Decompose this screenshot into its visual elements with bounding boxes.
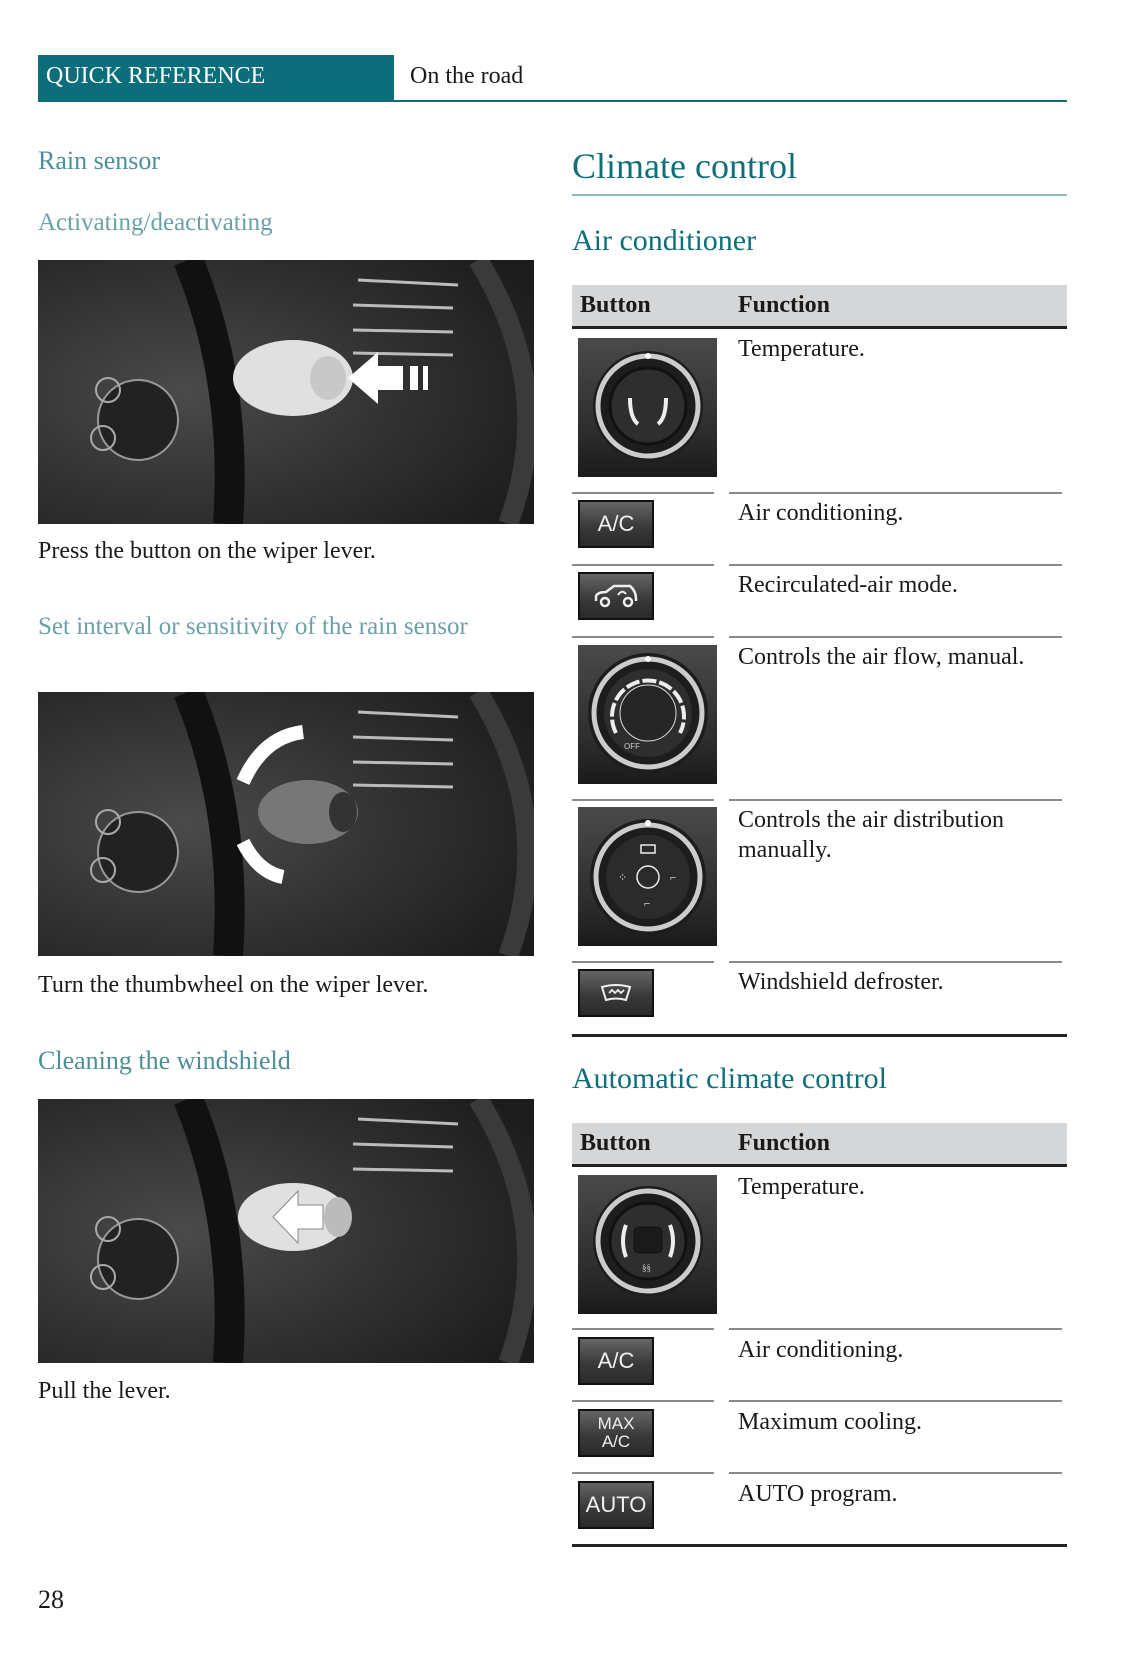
pull-lever-illustration xyxy=(38,1099,534,1363)
auto-table-header xyxy=(572,1123,1067,1167)
row-divider xyxy=(572,636,714,638)
air-conditioner-heading: Air conditioner xyxy=(572,224,757,257)
row-divider xyxy=(729,1472,1062,1474)
climate-control-heading: Climate control xyxy=(572,146,797,186)
function-text: Windshield defroster. xyxy=(738,969,944,995)
max-ac-line2: A/C xyxy=(601,1432,631,1451)
row-divider xyxy=(572,492,714,494)
caption-press-button: Press the button on the wiper lever. xyxy=(38,538,376,564)
row-divider xyxy=(729,799,1062,801)
function-text: Air conditioning. xyxy=(738,500,904,526)
row-divider xyxy=(729,636,1062,638)
row-divider xyxy=(572,961,714,963)
ac-button-icon: A/C xyxy=(578,500,654,548)
row-divider xyxy=(729,564,1062,566)
function-text: Air conditioning. xyxy=(738,1337,904,1363)
caption-turn-thumbwheel: Turn the thumbwheel on the wiper lever. xyxy=(38,972,429,998)
ac-table-header xyxy=(572,285,1067,329)
row-divider xyxy=(572,799,714,801)
row-divider xyxy=(729,1328,1062,1330)
row-divider xyxy=(729,1400,1062,1402)
auto-button-icon: AUTO xyxy=(578,1481,654,1529)
svg-text:⌐: ⌐ xyxy=(670,872,677,884)
temperature-dial-icon xyxy=(578,1175,717,1314)
rain-sensor-heading: Rain sensor xyxy=(38,146,161,175)
column-header-function: Function xyxy=(738,1130,831,1156)
svg-text:§§: §§ xyxy=(642,1263,651,1273)
function-text: AUTO program. xyxy=(738,1481,898,1507)
heading-divider xyxy=(572,194,1067,196)
row-divider xyxy=(572,564,714,566)
function-text: Temperature. xyxy=(738,1174,865,1200)
caption-pull-lever: Pull the lever. xyxy=(38,1378,171,1404)
table-bottom-rule xyxy=(572,1544,1067,1547)
temperature-dial-icon xyxy=(578,338,717,477)
activating-heading: Activating/deactivating xyxy=(38,209,273,236)
column-header-function: Function xyxy=(738,292,831,318)
row-divider xyxy=(572,1328,714,1330)
windshield-defroster-icon xyxy=(578,969,654,1017)
ac-button-icon: A/C xyxy=(578,1337,654,1385)
cleaning-windshield-heading: Cleaning the windshield xyxy=(38,1046,291,1075)
max-ac-button-icon xyxy=(578,1409,654,1457)
air-flow-dial-icon xyxy=(578,645,717,784)
table-bottom-rule xyxy=(572,1034,1067,1037)
function-text: Controls the air distribution manually. xyxy=(738,807,1004,863)
column-header-button: Button xyxy=(580,292,651,318)
dial-label-off: OFF xyxy=(624,742,640,751)
subsection-title: On the road xyxy=(410,63,524,89)
function-text: Controls the air flow, manual. xyxy=(738,644,1025,670)
function-text: Maximum cooling. xyxy=(738,1409,922,1435)
row-divider xyxy=(572,1400,714,1402)
thumbwheel-turn-illustration xyxy=(38,692,534,956)
svg-text:⁘: ⁘ xyxy=(618,872,628,884)
header-divider xyxy=(394,100,1067,102)
row-divider xyxy=(729,961,1062,963)
function-text: Temperature. xyxy=(738,336,865,362)
column-header-button: Button xyxy=(580,1130,651,1156)
wiper-button-press-illustration xyxy=(38,260,534,524)
svg-text:⌐: ⌐ xyxy=(644,898,651,910)
row-divider xyxy=(572,1472,714,1474)
function-text: Recirculated-air mode. xyxy=(738,572,958,598)
recirculation-icon xyxy=(578,572,654,620)
section-tab: QUICK REFERENCE xyxy=(38,55,394,102)
max-ac-line1: MAX xyxy=(597,1414,635,1433)
row-divider xyxy=(729,492,1062,494)
air-distribution-dial-icon xyxy=(578,807,717,946)
automatic-climate-control-heading: Automatic climate control xyxy=(572,1062,887,1095)
interval-sensitivity-heading: Set interval or sensitivity of the rain sensor xyxy=(38,613,468,640)
page-number: 28 xyxy=(38,1585,64,1614)
